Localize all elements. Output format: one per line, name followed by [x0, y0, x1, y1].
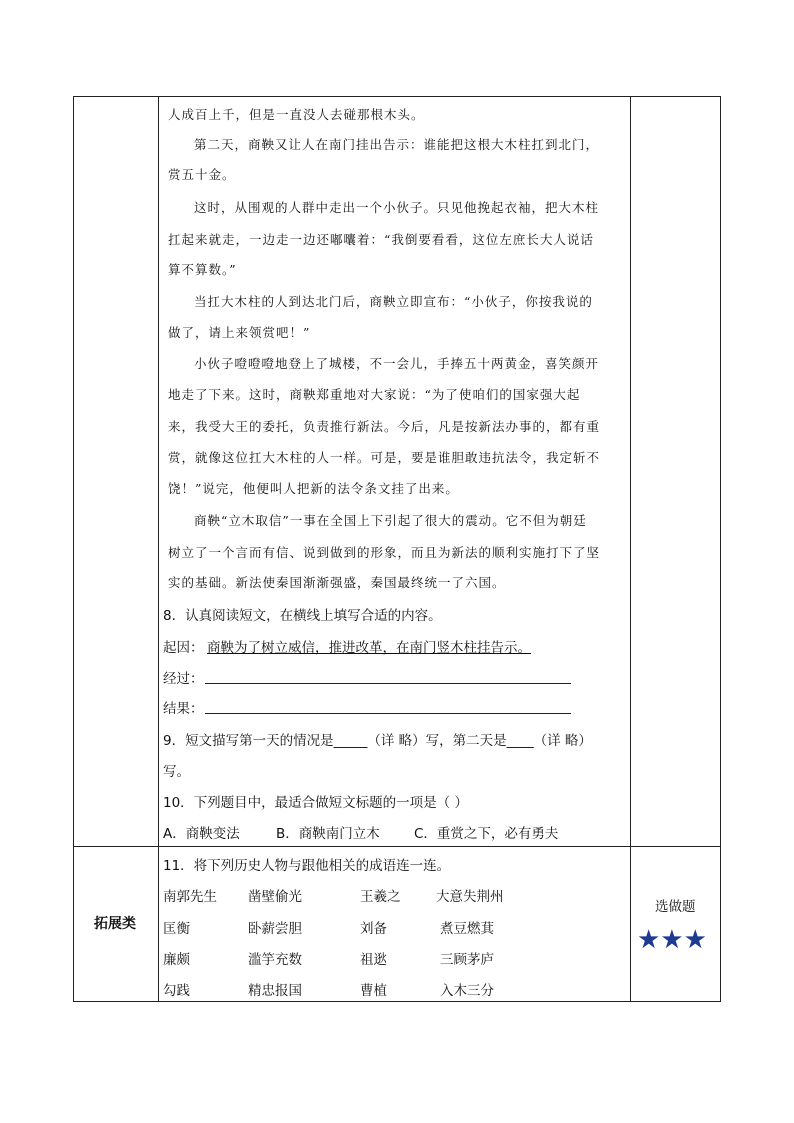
grid-item[interactable]: 凿壁偷光: [248, 889, 302, 905]
grid-item[interactable]: 入木三分: [440, 983, 494, 999]
passage-line: 小伙子噔噔噔地登上了城楼，不一会儿，手捧五十两黄金，喜笑颜开: [194, 356, 600, 371]
difficulty-stars: [637, 927, 715, 955]
q10-option-a[interactable]: A．商鞅变法: [163, 826, 240, 842]
grid-item[interactable]: 廉颇: [163, 952, 190, 968]
passage-line: 这时，从围观的人群中走出一个小伙子。只见他挽起衣袖，把大木柱: [194, 200, 600, 215]
q8-prompt: 8．认真阅读短文，在横线上填写合适的内容。: [163, 608, 442, 624]
grid-item[interactable]: 勾践: [163, 983, 190, 999]
q10-prompt: 10．下列题目中，最适合做短文标题的一项是（ ）: [163, 795, 468, 811]
grid-item[interactable]: 卧薪尝胆: [248, 921, 302, 937]
passage-line: 第二天，商鞅又让人在南门挂出告示：谁能把这根大木柱扛到北门，: [194, 137, 600, 152]
passage-line: 赏，就像这位扛大木柱的人一样。可是，要是谁胆敢违抗法令，我定斩不: [168, 450, 601, 465]
passage-line: 来，我受大王的委托，负责推行新法。今后，凡是按新法办事的，都有重: [168, 419, 601, 434]
q8-result-label: 结果：: [163, 701, 204, 717]
q8-result-blank[interactable]: [205, 713, 571, 714]
passage-line: 地走了下来。这时，商鞅郑重地对大家说：“为了使咱们的国家强大起: [168, 387, 581, 402]
passage-line: 人成百上千，但是一直没人去碰那根木头。: [168, 107, 425, 122]
passage-line: 商鞅“立木取信”一事在全国上下引起了很大的震动。它不但为朝廷: [194, 513, 587, 528]
star-icon: ★★★: [637, 925, 707, 955]
q9-line2: 写。: [163, 764, 190, 780]
q8-process-label: 经过：: [163, 671, 204, 687]
q8-cause-label: 起因：: [163, 640, 204, 656]
passage-line: 算不算数。”: [168, 262, 237, 277]
q8-cause-answer[interactable]: 商鞅为了树立威信，推进改革，在南门竖木柱挂告示。: [207, 640, 531, 656]
grid-item[interactable]: 三顾茅庐: [440, 952, 494, 968]
q9-line1: 9．短文描写第一天的情况是_____（详 略）写，第二天是____（详 略）: [163, 733, 592, 749]
worksheet-table: [73, 96, 721, 1002]
optional-label: 选做题: [655, 899, 696, 915]
col-divider-right: [630, 97, 631, 1001]
grid-item[interactable]: 王羲之: [360, 889, 401, 905]
row-divider: [74, 846, 720, 847]
q11-prompt: 11．将下列历史人物与跟他相关的成语连一连。: [163, 858, 451, 874]
grid-item[interactable]: 煮豆燃萁: [440, 921, 494, 937]
passage-line: 实的基础。新法使秦国渐渐强盛，秦国最终统一了六国。: [168, 575, 506, 590]
grid-item[interactable]: 刘备: [360, 921, 387, 937]
q8-process-blank[interactable]: [205, 683, 571, 684]
grid-item[interactable]: 精忠报国: [248, 983, 302, 999]
grid-item[interactable]: 滥竽充数: [248, 952, 302, 968]
passage-line: 树立了一个言而有信、说到做到的形象，而且为新法的顺利实施打下了坚: [168, 545, 601, 560]
category-label: 拓展类: [94, 916, 136, 932]
passage-line: 饶！”说完，他便叫人把新的法令条文挂了出来。: [168, 481, 459, 496]
grid-item[interactable]: 大意失荆州: [436, 889, 504, 905]
grid-item[interactable]: 曹植: [360, 983, 387, 999]
q10-option-c[interactable]: C．重赏之下，必有勇夫: [414, 826, 559, 842]
col-divider-left: [158, 97, 159, 1001]
passage-line: 扛起来就走，一边走一边还嘟囔着：“我倒要看看，这位左庶长大人说话: [168, 232, 594, 247]
grid-item[interactable]: 南郭先生: [163, 889, 217, 905]
grid-item[interactable]: 匡衡: [163, 921, 190, 937]
grid-item[interactable]: 祖逖: [360, 952, 387, 968]
passage-line: 当扛大木柱的人到达北门后，商鞅立即宣布：“小伙子，你按我说的: [194, 294, 593, 309]
passage-line: 赏五十金。: [168, 167, 236, 182]
q10-option-b[interactable]: B．商鞅南门立木: [276, 826, 380, 842]
passage-line: 做了，请上来领赏吧！”: [168, 325, 311, 340]
